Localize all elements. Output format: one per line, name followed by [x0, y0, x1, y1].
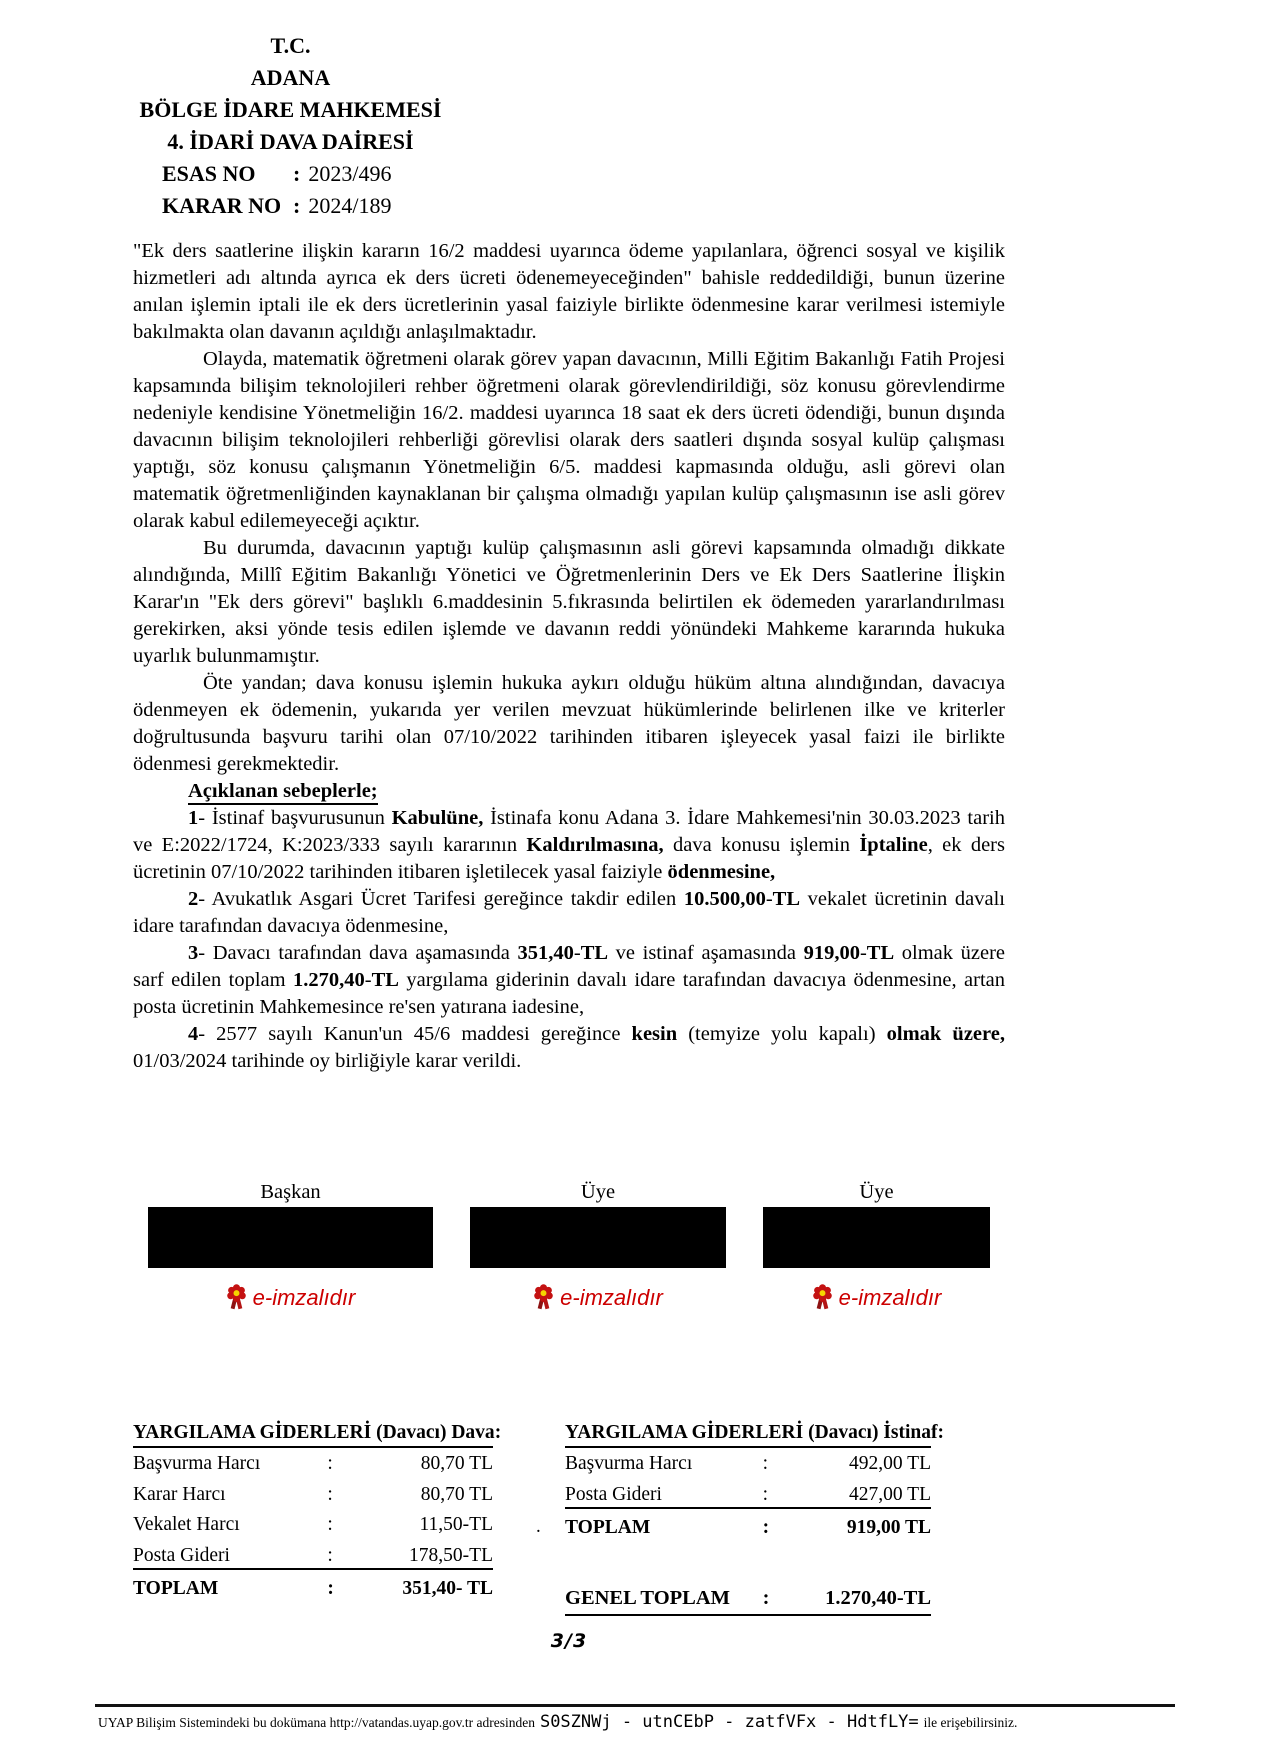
karar-no-label: KARAR NO [162, 193, 282, 218]
header-colon: : [937, 1422, 945, 1443]
e-signature-seal-icon [812, 1284, 833, 1311]
row-colon: : [762, 1483, 769, 1505]
costs-table-dava [133, 1422, 502, 1604]
costs-table-istinaf [565, 1422, 945, 1616]
row-colon: : [762, 1517, 770, 1538]
table-row [133, 1540, 493, 1571]
redaction-box [148, 1207, 433, 1268]
e-signature-seal-icon [533, 1284, 554, 1311]
header-court-name: BÖLGE İDARE MAHKEMESİ [139, 97, 442, 122]
table-row [565, 1479, 931, 1510]
e-signature-seal-icon [226, 1284, 247, 1311]
karar-no-colon: : [293, 193, 301, 218]
row-colon: : [762, 1453, 769, 1474]
paragraph-interest: Öte yandan; dava konusu işlemin hukuka aykırı olduğu hüküm altına alındığından, davacıya ödenmeyen ek ödemenin, yukarıda yer verilen mevzuat hükümlerinde belirlenen ilke ve kriterler doğrultusunda başvuru tarihi olan 07/10/2022 tarihinden itibaren işleyecek yasal faizi ile birlikte ödenmesi gerekmektedir. [133, 672, 1005, 775]
signature-member-2 [763, 1180, 990, 1311]
table-row [133, 1509, 493, 1540]
header-colon: : [494, 1422, 502, 1443]
row-label: Başvurma Harcı [133, 1453, 261, 1474]
decision-body [133, 238, 1005, 1075]
footer-access-code: S0SZNWj - utnCEbP - zatfVFx - HdtfLY= [539, 1712, 919, 1732]
row-label: Karar Harcı [133, 1483, 226, 1505]
header-republic: T.C. [270, 33, 311, 58]
header-city: ADANA [250, 65, 331, 90]
reasons-heading-text: Açıklanan sebeplerle; [188, 780, 378, 805]
grand-total-value: 1.270,40-TL [825, 1587, 931, 1609]
total-row [133, 1570, 493, 1604]
costs-table-dava-title: YARGILAMA GİDERLERİ (Davacı) Dava [133, 1422, 495, 1443]
signature-role-label: Üye [580, 1181, 616, 1203]
esignature-row [226, 1284, 356, 1311]
row-label: Başvurma Harcı [565, 1453, 693, 1474]
row-value: 178,50-TL [409, 1544, 493, 1566]
footer-suffix: ile erişebilirsiniz. [923, 1715, 1018, 1730]
row-colon: : [327, 1578, 334, 1599]
redaction-box [763, 1207, 990, 1268]
signature-president [148, 1180, 433, 1311]
page-number: 3/3 [550, 1630, 588, 1652]
paragraph-assessment: Bu durumda, davacının yaptığı kulüp çalışmasının asli görevi kapsamında olmadığı dikkate alındığında, Millî Eğitim Bakanlığı Yönetici ve Öğretmenlerinin Ders ve Ek Ders Saatlerine İlişkin Karar'ın "Ek ders görevi" başlıklı 6.maddesinin 5.fıkrasında belirtilen ek ödemeden yararlandırılması gerekirken, aksi yönde tesis edilen işlemde ve davanın reddi yönündeki Mahkeme kararında hukuka uyarlık bulunmamıştır. [133, 537, 1005, 667]
table-row [133, 1479, 493, 1510]
esas-no-row [162, 158, 448, 190]
footer-access-note [98, 1712, 1208, 1732]
row-colon: : [327, 1453, 333, 1474]
costs-table-dava-header [133, 1422, 502, 1448]
reasons-heading [133, 778, 1005, 805]
redaction-box [470, 1207, 726, 1268]
table-row [565, 1448, 931, 1479]
e-signed-text: e-imzalıdır [838, 1284, 942, 1310]
row-colon: : [762, 1587, 770, 1609]
e-signed-text: e-imzalıdır [252, 1284, 356, 1310]
row-value: 80,70 TL [420, 1453, 493, 1474]
row-label: Vekalet Harcı [133, 1514, 240, 1535]
decision-item-3: 3- Davacı tarafından dava aşamasında 351,40-TL ve istinaf aşamasında 919,00-TL olmak üzere sarf edilen toplam 1.270,40-TL yargılama giderinin davalı idare tarafından davacıya ödenmesine, artan posta ücretinin Mahkemesince re'sen yatırana iadesine, [133, 942, 1005, 1018]
decision-item-1: 1- İstinaf başvurusunun Kabulüne, İstinafa konu Adana 3. İdare Mahkemesi'nin 30.03.2023 tarih ve E:2022/1724, K:2023/333 sayılı kararının Kaldırılmasına, dava konusu işlemin İptaline, ek ders ücretinin 07/10/2022 tarihinden itibaren işletilecek yasal faiziyle ödenmesine, [133, 807, 1005, 883]
signature-member-1 [470, 1180, 726, 1311]
esignature-row [533, 1284, 663, 1311]
row-colon: : [327, 1514, 333, 1535]
row-colon: : [327, 1544, 333, 1566]
grand-total-row [565, 1579, 931, 1616]
signature-role-label: Üye [859, 1181, 894, 1203]
karar-no-value: 2024/189 [308, 193, 392, 218]
signature-block [148, 1180, 990, 1311]
costs-table-istinaf-header [565, 1422, 945, 1448]
row-value: 427,00 TL [849, 1483, 931, 1505]
costs-table-istinaf-title: YARGILAMA GİDERLERİ (Davacı) İstinaf [565, 1422, 938, 1443]
total-label: TOPLAM [133, 1578, 219, 1599]
row-label: Posta Gideri [133, 1544, 230, 1566]
footer-prefix: UYAP Bilişim Sistemindeki bu dokümana http://vatandas.uyap.gov.tr adresinden [98, 1715, 535, 1730]
esas-no-colon: : [293, 161, 301, 186]
total-value: 919,00 TL [846, 1517, 931, 1538]
footer-rule [95, 1704, 1175, 1707]
row-value: 492,00 TL [849, 1453, 931, 1474]
row-colon: : [327, 1483, 333, 1505]
table-row [133, 1448, 493, 1479]
esas-no-label: ESAS NO [162, 161, 256, 186]
paragraph-facts: Olayda, matematik öğretmeni olarak görev yapan davacının, Milli Eğitim Bakanlığı Fatih Projesi kapsamında bilişim teknolojileri rehber öğretmeni olarak görevlendirildiği, söz konusu görevlendirme nedeniyle kendisine Yönetmeliğin 16/2. maddesi uyarınca 18 saat ek ders ücreti ödendiği, bunun dışında davacının bilişim teknolojileri rehberliği görevlisi olarak ders saatleri dışında sosyal kulüp çalışması yaptığı, söz konusu çalışmanın Yönetmeliğin 6/5. maddesi kapmasında olduğu, asli görevi olan matematik öğretmenliğinden kaynaklanan bir çalışma olmadığı yapılan kulüp çalışmasının ise asli görev olarak kabul edilemeyeceği açıktır. [133, 348, 1005, 532]
decision-item-4: 4- 2577 sayılı Kanun'un 45/6 maddesi gereğince kesin (temyize yolu kapalı) olmak üzere, 01/03/2024 tarihinde oy birliğiyle karar verildi. [133, 1023, 1005, 1072]
decision-item-2: 2- Avukatlık Asgari Ücret Tarifesi gereğince takdir edilen 10.500,00-TL vekalet ücretinin davalı idare tarafından davacıya ödenmesine, [133, 888, 1005, 937]
e-signed-text: e-imzalıdır [560, 1284, 663, 1310]
total-label: TOPLAM [565, 1517, 651, 1538]
karar-no-row [162, 190, 448, 222]
header-chamber: 4. İDARİ DAVA DAİRESİ [167, 129, 414, 154]
row-value: 80,70 TL [420, 1483, 493, 1505]
grand-total-label: GENEL TOPLAM [565, 1587, 730, 1609]
row-value: 11,50-TL [419, 1514, 493, 1535]
total-value: 351,40- TL [402, 1578, 493, 1599]
stray-mark: . [536, 1516, 541, 1537]
total-row [565, 1509, 931, 1543]
paragraph-claim: "Ek ders saatlerine ilişkin kararın 16/2 maddesi uyarınca ödeme yapılanlara, öğrenci sosyal ve kişilik hizmetleri adı altında ayrıca ek ders ücreti ödenemeyeceğinden" bahisle reddedildiği, bunun üzerine anılan işlemin iptali ile ek ders ücretlerinin yasal faiziyle birlikte ödenmesine karar verilmesi istemiyle bakılmakta olan davanın açıldığı anlaşılmaktadır. [133, 240, 1005, 343]
signature-role-label: Başkan [260, 1181, 321, 1203]
esignature-row [812, 1284, 942, 1311]
row-label: Posta Gideri [565, 1483, 662, 1505]
esas-no-value: 2023/496 [308, 161, 392, 186]
court-header [133, 30, 448, 222]
